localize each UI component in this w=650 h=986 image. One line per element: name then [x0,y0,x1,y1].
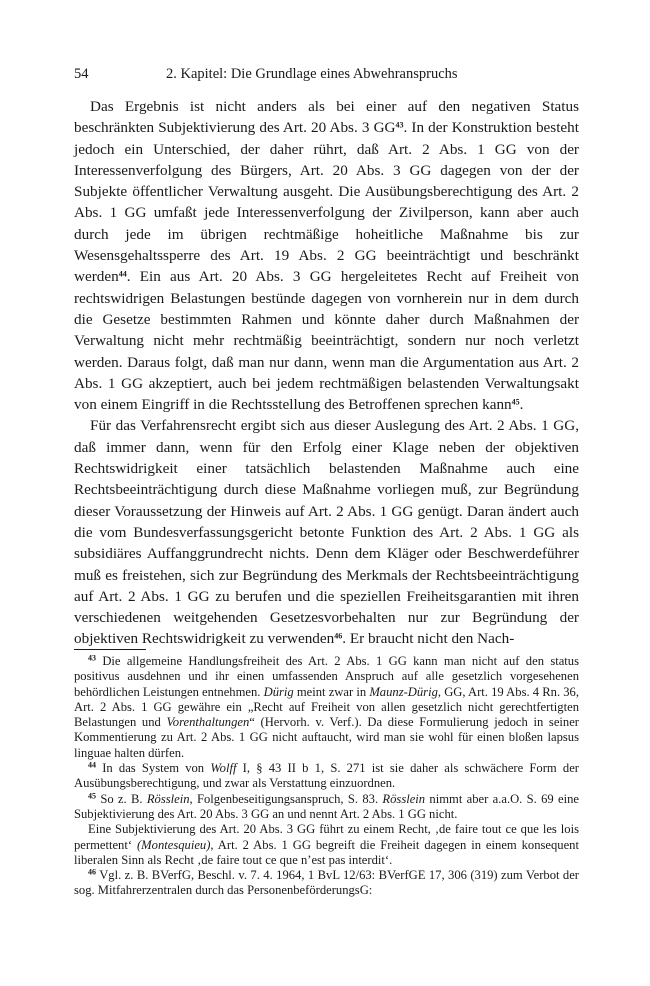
text-run: , Folgenbeseitigungsanspruch, S. 83. [189,791,383,806]
text-run: Für das Verfahrensrecht ergibt sich aus dieser Auslegung des Art. 2 Abs. 1 GG, daß immer dann, wenn für den Erfolg einer Klage neben der objektiven Rechtswidrigkeit einer tatsächlich belastenden Maßnahme auch eine Rechtsbeeinträchtigung durch diese Maßnahme vorliegen muß, zur Begründung dieser Voraussetzung der Hinweis auf Art. 2 Abs. 1 GG genügt. Daran ändert auch die vom Bundesverfassungsgericht betonte Funktion des Art. 2 Abs. 1 GG als subsidiäres Auffanggrundrecht nichts. Denn dem Kläger oder Beschwerdeführer muß es freistehen, sich zur Begründung des Merkmals der Rechtsbeeinträchtigung auf Art. 2 Abs. 1 GG zu berufen und die speziellen Freiheitsgarantien mit ihren verschiedenen weitgehenden Gesetzesvorbehalten nur zur Begründung der objektiven Rechtswidrigkeit zu verwenden [74,417,579,648]
footnote [74,868,579,899]
text-run: , GG, Art. 19 Abs. 4 Rn. 36, Art. 2 Abs. 1 GG gewähre ein „Recht auf Freiheit von allen gesetzlich nicht gerechtfertigten Belastungen und [74,684,579,730]
text-run: In das System von [96,761,211,776]
italic-text: (Montesquieu) [136,837,211,852]
italic-text: Rösslein [146,791,190,806]
footnote-marker: 44 [118,269,127,279]
footnote [74,822,579,868]
text-run: Das Ergebnis ist nicht anders als bei einer auf den negativen Status beschränkten Subjektivierung des Art. 20 Abs. 3 GG [74,98,579,137]
italic-text: Dürig [263,684,294,699]
text-run: Vgl. z. B. BVerfG, Beschl. v. 7. 4. 1964, 1 BvL 12/63: BVerfGE 17, 306 (319) zum Verbot der sog. Mitfahrerzentralen durch das PersonenbeförderungsG: [74,868,579,898]
body-paragraph [74,415,579,649]
text-run: . [519,396,524,414]
footnote-marker: 45 [511,397,520,407]
text-run: Die allgemeine Handlungsfreiheit des Art. 2 Abs. 1 GG kann man nicht auf den status positivus ausdehnen und ihr einen umfassenden Anspruch auf alle gesetzlich vorgesehenen behördlichen Leistungen entnehmen. [74,654,579,699]
footnote-marker: 45 [88,791,96,801]
chapter-title: 2. Kapitel: Die Grundlage eines Abwehranspruchs [166,66,458,82]
italic-text: Wolff [210,761,237,776]
page-number: 54 [74,66,89,82]
footnote-marker: 46 [88,867,96,877]
text-run: “ (Hervorh. v. Verf.). Da diese Formulierung jedoch in seiner Kommentierung zu Art. 2 Abs. 1 GG nicht auftaucht, wird man sie wohl für einen bloßen lapsus linguae halten dürfen. [74,715,579,760]
footnote-marker: 46 [334,632,343,642]
footnote-marker: 43 [88,653,96,663]
italic-text: Maunz-Dürig [369,684,438,699]
running-header [74,66,594,86]
italic-text: Rösslein [382,791,426,806]
text-run: I, § 43 II b 1, S. 271 ist sie daher als schwächere Form der Ausübungsberechtigung, und zwar als Verstattung einzuordnen. [74,761,579,791]
text-run: meint zwar in [293,684,370,699]
footnote-marker: 44 [88,760,96,770]
text-run: nimmt aber a.a.O. S. 69 eine Subjektivierung des Art. 20 Abs. 3 GG an und nennt Art. 2 Abs. 1 GG nicht. [74,791,580,821]
text-run: . Ein aus Art. 20 Abs. 3 GG hergeleitetes Recht auf Freiheit von rechtswidrigen Belastungen bestünde dagegen von vornherein nur in dem durch die Gesetze bestimmten Rahmen und könnte daher durch Maßnahmen der Verwaltung nicht mehr rechtmäßig beeinträchtigt, sondern nur noch verletzt werden. Daraus folgt, daß man nur dann, wenn man die Argumentation aus Art. 2 Abs. 1 GG akzeptiert, auch bei jedem rechtmäßigen belastenden Verwaltungsakt von einem Eingriff in die Rechtsstellung des Betroffenen sprechen kann [74,268,579,414]
body-paragraph [74,96,579,415]
main-text [74,96,579,650]
text-run: , Art. 2 Abs. 1 GG begreift die Freiheit dagegen in einem konsequent liberalen Sinn als Recht ‚de faire tout ce que n’est pas interdit‘. [74,837,579,867]
text-run: . In der Konstruktion besteht jedoch ein Unterschied, der daher rührt, daß Art. 2 Abs. 1 GG von der Interessenverfolgung des Bürgers, Art. 20 Abs. 3 GG dagegen von der der Subjekte öffentlicher Verwaltung ausgeht. Die Ausübungsberechtigung des Art. 2 Abs. 1 GG umfaßt jede Interessenverfolgung der Zivilperson, kann aber auch durch jede im übrigen rechtmäßige hoheitliche Maßnahme bis zur Wesensgehaltssperre des Art. 19 Abs. 2 GG beeinträchtigt und beschränkt werden [74,119,579,286]
footnote-separator [74,649,146,650]
footnote [74,792,579,823]
italic-text: Vorenthaltungen [166,715,250,730]
text-run: . Er braucht nicht den Nach- [342,630,515,648]
footnote [74,654,579,761]
text-run: So z. B. [96,791,147,806]
footnotes [74,654,579,899]
text-run: Eine Subjektivierung des Art. 20 Abs. 3 GG führt zu einem Recht, ‚de faire tout ce que les lois permettent‘ [74,822,579,852]
footnote-marker: 43 [395,120,404,130]
footnote [74,761,579,792]
